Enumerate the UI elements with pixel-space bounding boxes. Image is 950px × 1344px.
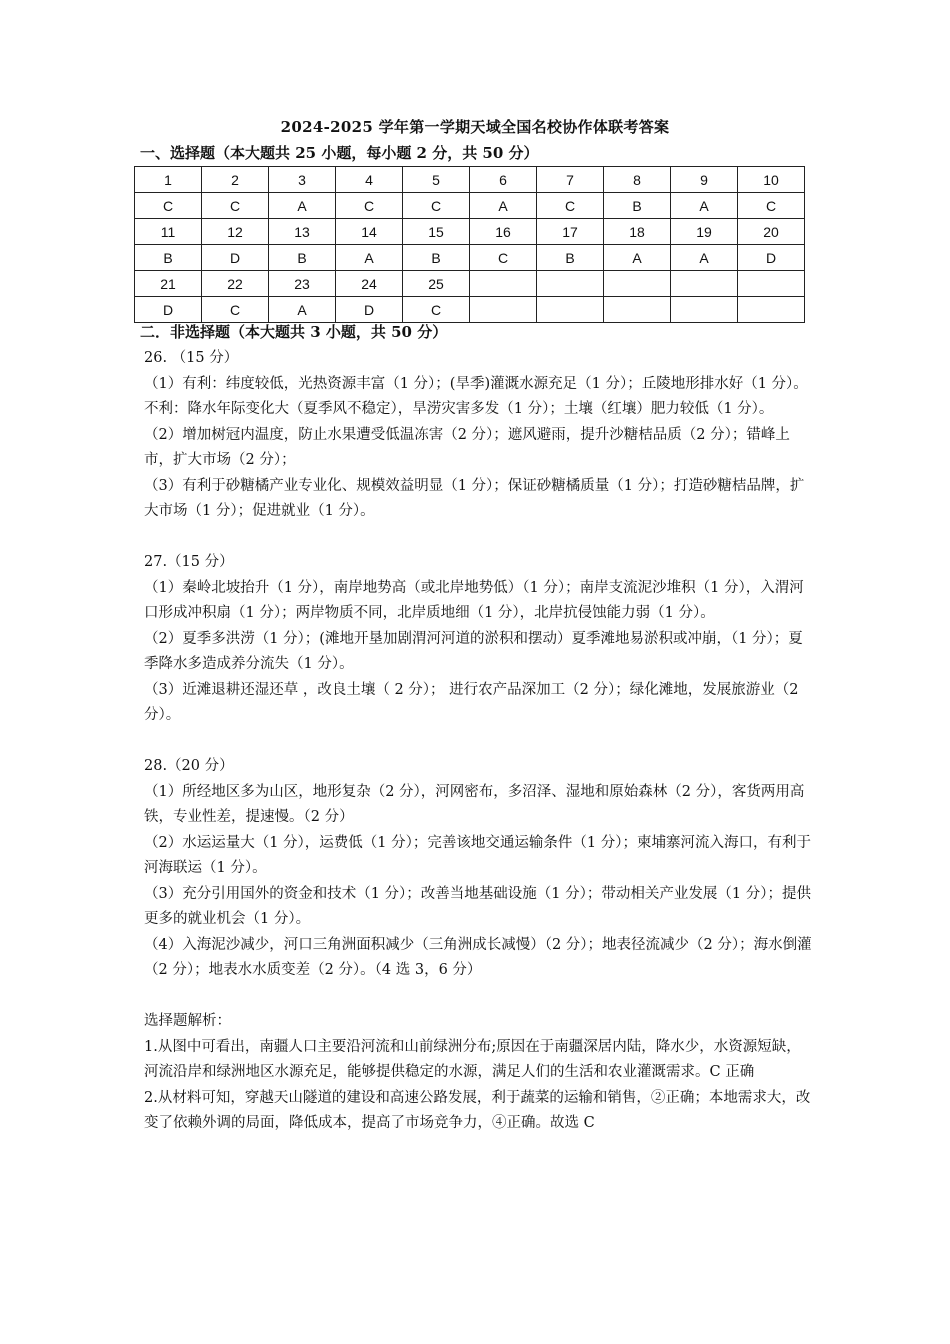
answer-table <box>134 166 805 323</box>
answer-cell: B <box>403 245 470 271</box>
answer-cell: B <box>537 245 604 271</box>
analysis-line: 1.从图中可看出，南疆人口主要沿河流和山前绿洲分布;原因在于南疆深居内陆，降水少，水资源短缺，河流沿岸和绿洲地区水源充足，能够提供稳定的水源，满足人们的生活和农业灌溉需求。C 正确 <box>144 1038 801 1080</box>
question-number-cell <box>470 271 537 297</box>
question-number-cell <box>738 271 805 297</box>
answer-cell: C <box>470 245 537 271</box>
question-number-cell: 23 <box>269 271 336 297</box>
answer-cell: D <box>135 297 202 323</box>
question-number-row <box>135 167 805 193</box>
answer-cell: B <box>604 193 671 219</box>
answer-cell: A <box>470 193 537 219</box>
analysis-header: 选择题解析： <box>144 1013 231 1029</box>
q26-line: （3）有利于砂糖橘产业专业化、规模效益明显（1 分）；保证砂糖橘质量（1 分）；打造砂糖桔品牌，扩大市场（1 分）；促进就业（1 分）。 <box>144 477 805 519</box>
answer-cell <box>738 297 805 323</box>
answer-cell <box>671 297 738 323</box>
answer-cell: C <box>403 297 470 323</box>
question-number-cell: 22 <box>202 271 269 297</box>
q27-line: （3）近滩退耕还湿还草 ，改良土壤（ 2 分）； 进行农产品深加工（2 分）；绿化滩地，发展旅游业（2 分）。 <box>144 681 799 723</box>
question-number-cell: 19 <box>671 219 738 245</box>
question-number-cell: 1 <box>135 167 202 193</box>
question-number-cell: 24 <box>336 271 403 297</box>
answer-cell: C <box>537 193 604 219</box>
answer-cell: C <box>202 193 269 219</box>
question-number-cell: 4 <box>336 167 403 193</box>
question-number-cell: 10 <box>738 167 805 193</box>
answer-cell: B <box>269 245 336 271</box>
answer-cell: C <box>738 193 805 219</box>
question-number-cell: 5 <box>403 167 470 193</box>
answer-cell: B <box>135 245 202 271</box>
answer-cell: C <box>336 193 403 219</box>
answer-row <box>135 193 805 219</box>
answer-cell: C <box>202 297 269 323</box>
question-number-cell: 13 <box>269 219 336 245</box>
question-number-cell: 20 <box>738 219 805 245</box>
answer-cell: C <box>403 193 470 219</box>
question-number-cell: 25 <box>403 271 470 297</box>
question-number-row <box>135 219 805 245</box>
q28-header: 28.（20 分） <box>144 758 234 774</box>
answer-cell: D <box>336 297 403 323</box>
answer-cell <box>470 297 537 323</box>
question-number-cell: 3 <box>269 167 336 193</box>
section1-heading: 一、选择题（本大题共 25 小题，每小题 2 分，共 50 分） <box>140 144 539 162</box>
question-number-cell: 8 <box>604 167 671 193</box>
answer-cell: A <box>671 245 738 271</box>
q26-line: （1）有利：纬度较低，光热资源丰富（1 分）；(旱季)灌溉水源充足（1 分）；丘陵地形排水好（1 分）。 <box>144 375 808 392</box>
question-number-cell: 12 <box>202 219 269 245</box>
q26-line: 不利：降水年际变化大（夏季风不稳定），旱涝灾害多发（1 分）；土壤（红壤）肥力较低（1 分）。 <box>144 401 774 417</box>
question-number-cell <box>671 271 738 297</box>
q27-header: 27.（15 分） <box>144 554 234 570</box>
answer-cell: D <box>738 245 805 271</box>
question-number-cell: 16 <box>470 219 537 245</box>
answer-row <box>135 297 805 323</box>
answer-cell: A <box>269 297 336 323</box>
question-number-row <box>135 271 805 297</box>
question-number-cell: 9 <box>671 167 738 193</box>
answer-cell: C <box>135 193 202 219</box>
answer-row <box>135 245 805 271</box>
answer-cell: A <box>269 193 336 219</box>
answer-cell: A <box>671 193 738 219</box>
question-number-cell: 2 <box>202 167 269 193</box>
q27-line: （2）夏季多洪涝（1 分）；(滩地开垦加剧渭河河道的淤积和摆动）夏季滩地易淤积或冲崩，（1 分）；夏季降水多造成养分流失（1 分）。 <box>144 630 803 672</box>
question-number-cell <box>604 271 671 297</box>
answer-cell <box>604 297 671 323</box>
question-number-cell: 15 <box>403 219 470 245</box>
q28-line: （2）水运运量大（1 分），运费低（1 分）；完善该地交通运输条件（1 分）；柬埔寨河流入海口，有利于河海联运（1 分）。 <box>144 834 811 876</box>
question-number-cell: 6 <box>470 167 537 193</box>
q26-header: 26. （15 分） <box>144 350 239 366</box>
question-number-cell: 14 <box>336 219 403 245</box>
answer-cell: D <box>202 245 269 271</box>
question-number-cell: 7 <box>537 167 604 193</box>
question-number-cell: 17 <box>537 219 604 245</box>
question-number-cell: 21 <box>135 271 202 297</box>
question-number-cell <box>537 271 604 297</box>
page-title: 2024-2025 学年第一学期天域全国名校协作体联考答案 <box>280 118 670 136</box>
q28-line: （3）充分引用国外的资金和技术（1 分）；改善当地基础设施（1 分）；带动相关产业发展（1 分）；提供更多的就业机会（1 分）。 <box>144 885 811 927</box>
section2-heading: 二．非选择题（本大题共 3 小题，共 50 分） <box>140 323 448 341</box>
answer-cell: A <box>336 245 403 271</box>
q28-line: （4）入海泥沙减少，河口三角洲面积减少（三角洲成长减慢）（2 分）；地表径流减少（2 分）；海水倒灌（2 分）；地表水水质变差（2 分）。（4 选 3，6 分） <box>144 936 812 978</box>
analysis-line: 2.从材料可知，穿越天山隧道的建设和高速公路发展，利于蔬菜的运输和销售，②正确；本地需求大，改变了依赖外调的局面，降低成本，提高了市场竞争力，④正确。故选 C <box>144 1089 811 1131</box>
q28-line: （1）所经地区多为山区，地形复杂（2 分），河网密布，多沼泽、湿地和原始森林（2 分），客货两用高铁，专业性差，提速慢。（2 分） <box>144 783 805 825</box>
answer-cell <box>537 297 604 323</box>
answer-cell: A <box>604 245 671 271</box>
q27-line: （1）秦岭北坡抬升（1 分），南岸地势高（或北岸地势低）（1 分）；南岸支流泥沙堆积（1 分），入渭河口形成冲积扇（1 分）；两岸物质不同，北岸质地细（1 分），北岸抗侵蚀能力弱（1 分）。 <box>144 579 804 621</box>
question-number-cell: 11 <box>135 219 202 245</box>
question-number-cell: 18 <box>604 219 671 245</box>
q26-line: （2）增加树冠内温度，防止水果遭受低温冻害（2 分）；遮风避雨，提升沙糖桔品质（2 分）；错峰上市，扩大市场（2 分）； <box>144 426 790 468</box>
answers-body <box>144 346 812 1137</box>
